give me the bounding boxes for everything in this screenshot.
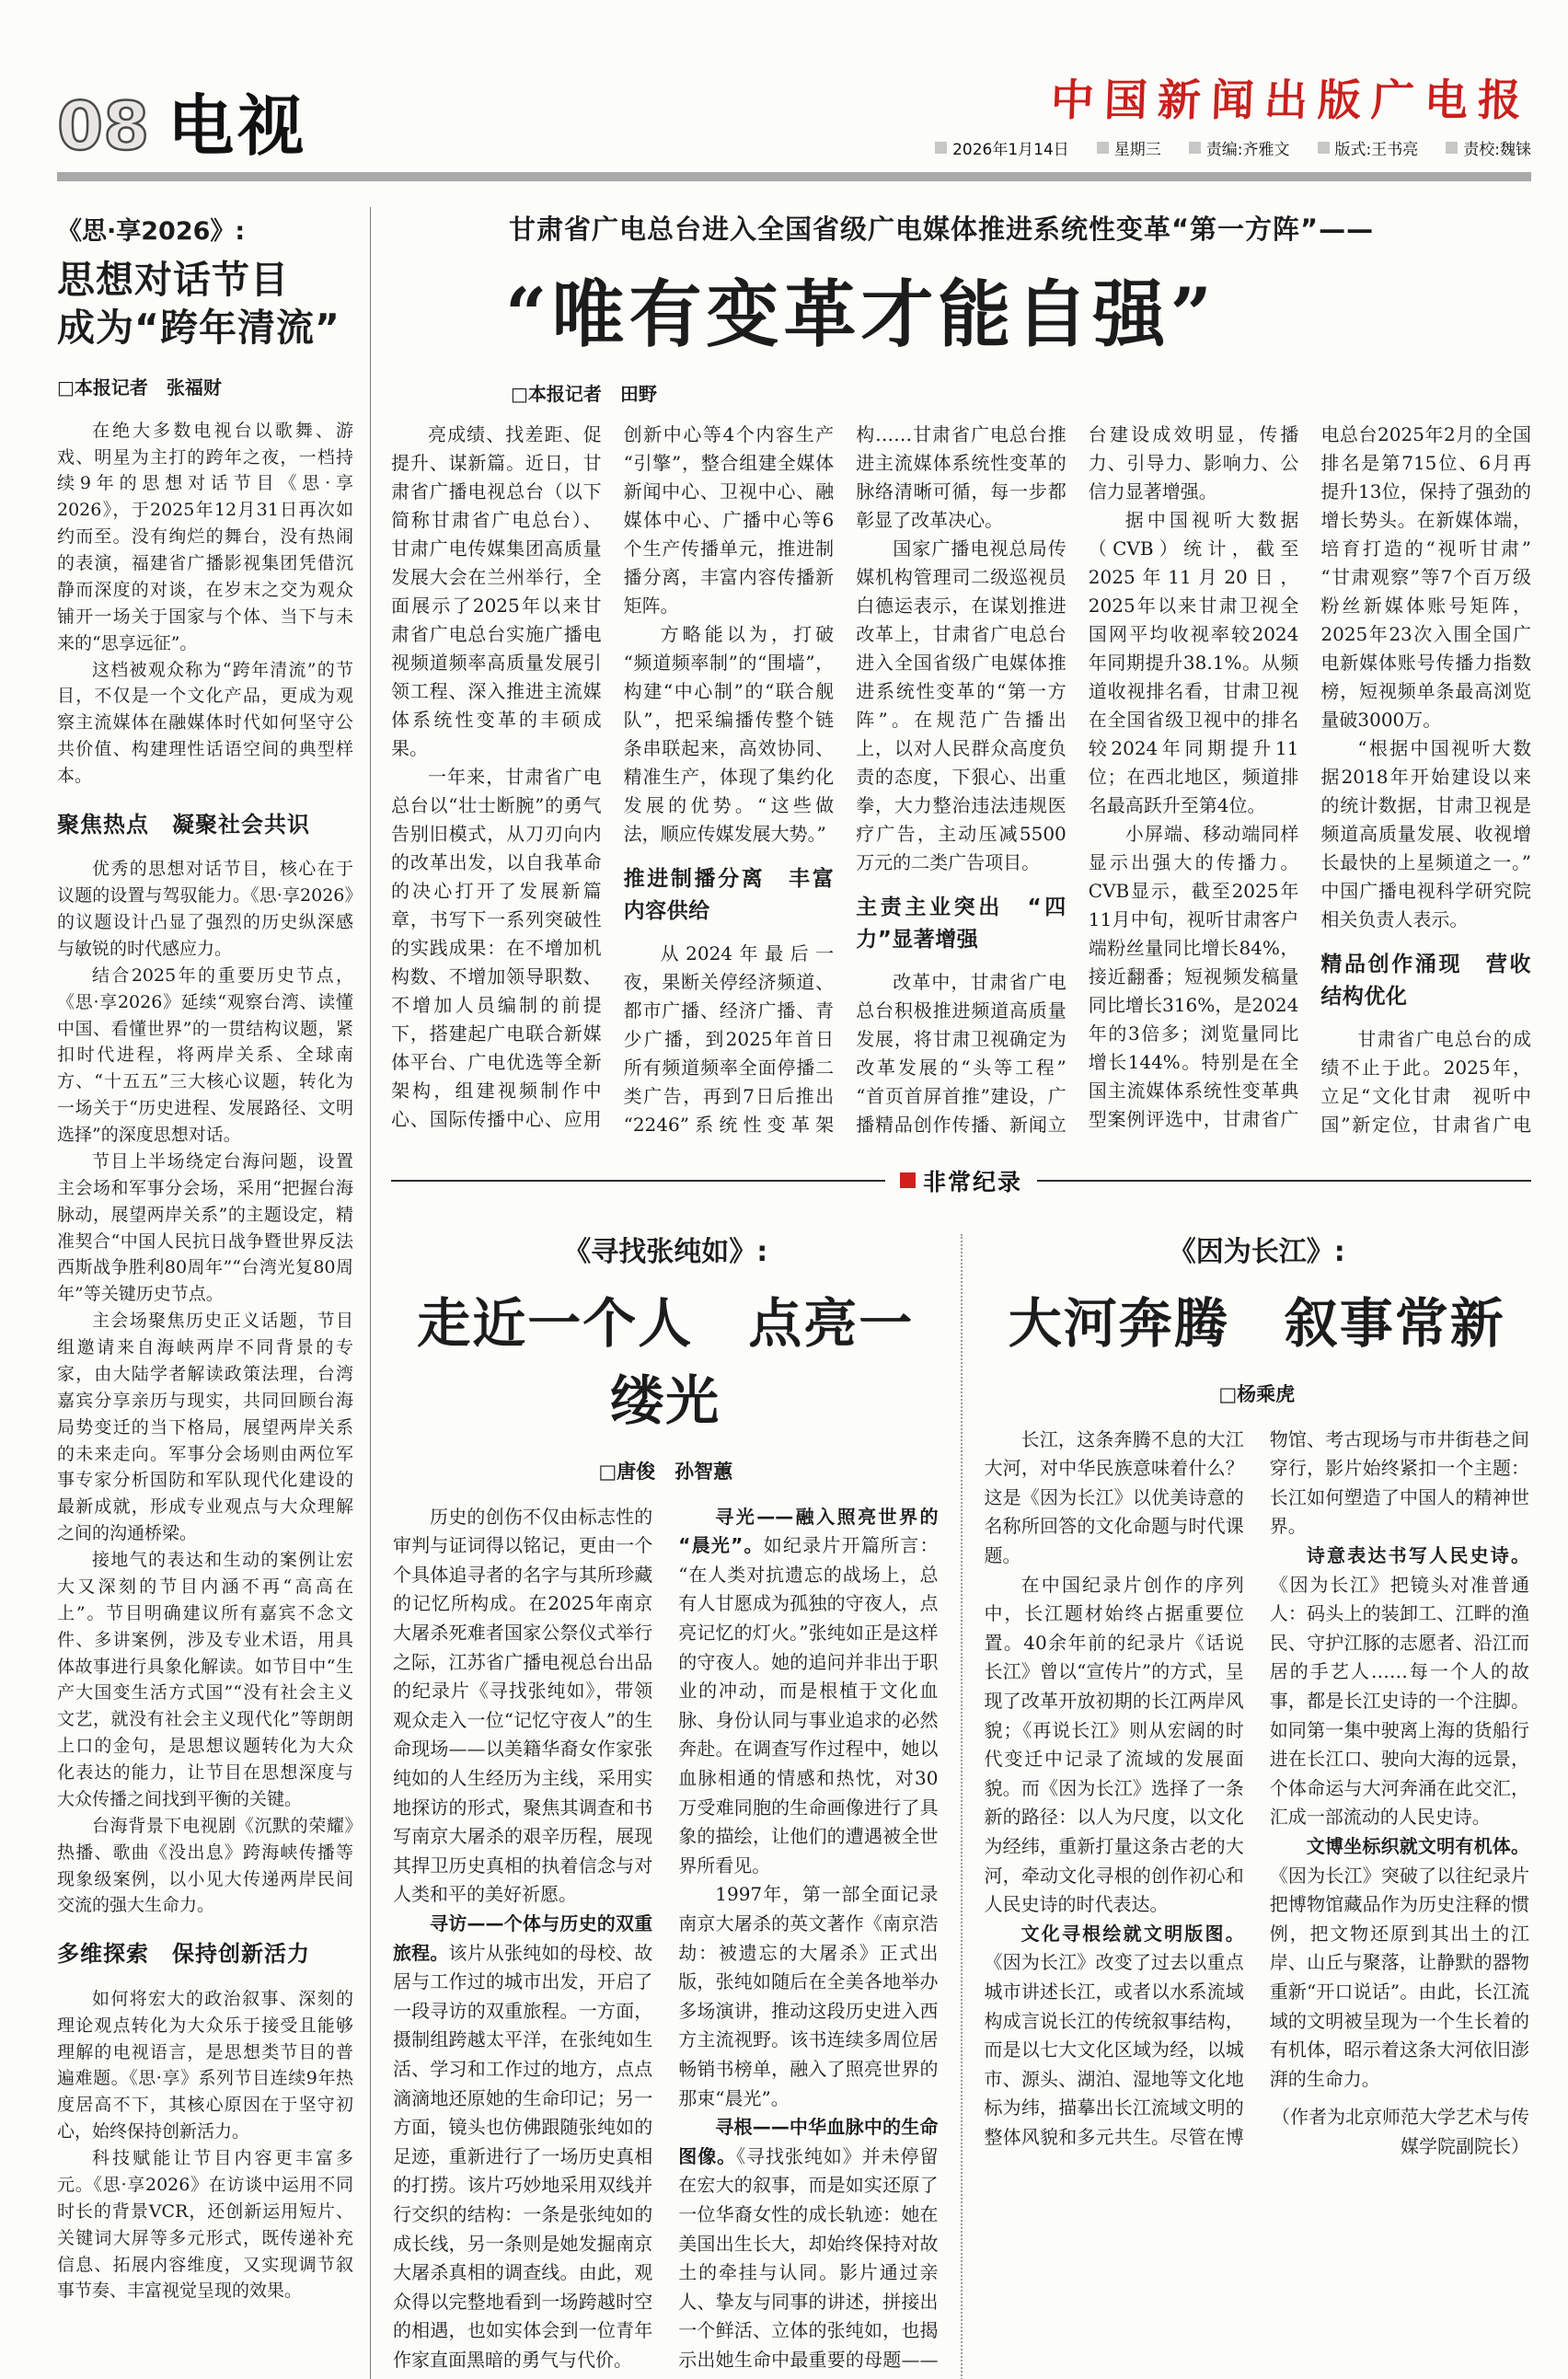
paragraph: 优秀的思想对话节目，核心在于议题的设置与驾驭能力。《思·享2026》的议题设计凸显了强烈的历史纵深感与敏锐的时代感应力。 bbox=[57, 859, 353, 959]
documentary-section-label bbox=[900, 1164, 1022, 1197]
sidebar-headline-line1: 思想对话节目 bbox=[57, 257, 289, 302]
documentary-article-zhang-chunru bbox=[391, 1201, 961, 2379]
paragraph-lead: 诗意表达书写人民史诗。 bbox=[1306, 1544, 1529, 1567]
documentary-article-yangtze bbox=[963, 1201, 1532, 2379]
paragraph: 一年来，甘肃省广电总台以“壮士断腕”的勇气告别旧模式，从刀刃向内的改革出发，以自我革命的决心打开了发展新篇章，书写下一系列突破性的实践成果：在不增加机构数、不增加领导职数、不增加人员编制的前提下，搭建起广电联合新媒体平台、广电优选等全新架构，组建视频制作中心、国际传播中心、应用创新中心等4个内容生产“引擎”，整合组建全媒体新闻中心、卫视中心、融媒体中心、广播中心等6个生产传播单元，推进制播分离，丰富内容传播新矩阵。 bbox=[391, 422, 835, 1130]
gray-square-icon bbox=[1189, 142, 1201, 154]
paragraph: 主会场聚焦历史正义话题，节目组邀请来自海峡两岸不同背景的专家，由大陆学者解读政策法理，台湾嘉宾分享亲历与现实，共同回顾台海局势变迁的当下格局，展望两岸关系的未来走向。军事分会场则由两位军事专家分析国防和军队现代化建设的最新成就，形成专业观点与大众理解之间的沟通桥梁。 bbox=[57, 1311, 353, 1544]
paragraph-lead: 文化寻根绘就文明版图。 bbox=[1020, 1922, 1244, 1945]
page-content bbox=[0, 181, 1568, 2379]
paragraph: 如何将宏大的政治叙事、深刻的理论观点转化为大众乐于接受且能够理解的电视语言，是思想类节目的普遍难题。《思·享》系列节目连续9年热度居高不下，其核心原因在于坚守初心，始终保持创新活力。 bbox=[57, 1988, 353, 2142]
dateline bbox=[935, 136, 1531, 159]
paragraph: 寻访——个体与历史的双重旅程。该片从张纯如的母校、故居与工作过的城市出发，开启了一段寻访的双重旅程。一方面，摄制组跨越太平洋，在张纯如生活、学习和工作过的地方，点点滴滴地还原她的生命印记；另一方面，镜头也仿佛跟随张纯如的足迹，重新进行了一场历史真相的打捞。该片巧妙地采用双线并行交织的结构：一条是张纯如的成长线，另一条则是她发掘南京大屠杀真相的调查线。由此，观众得以完整地看到一场跨越时空的相遇，也如实体会到一位青年作家直面黑暗的勇气与代价。 bbox=[393, 1912, 653, 2371]
paragraph: 寻光——融入照亮世界的“晨光”。如纪录片开篇所言：“在人类对抗遗忘的战场上，总有人甘愿成为孤独的守夜人，点亮记忆的灯火。”张纯如正是这样的守夜人。她的追问并非出于职业的冲动，而是根植于文化血脉、身份认同与事业追求的必然奔赴。在调查写作过程中，她以血脉相通的情感和热忱，对30万受难同胞的生命画像进行了具象的描绘，让他们的遭遇被全世界所看见。 bbox=[678, 1505, 939, 1877]
right-doc-kicker: 《因为长江》: bbox=[1168, 1235, 1345, 1268]
red-square-icon bbox=[900, 1172, 916, 1188]
paragraph: 小屏端、移动端同样显示出强大的传播力。CVB显示，截至2025年11月中旬，视听甘肃客户端粉丝量同比增长84%，接近翻番；短视频发稿量同比增长316%，是2024年的3倍多；浏览量同比增长144%。特别是在全国主流媒体系统性变革典型案例评选中，甘肃省广电总台2025年2月的全国排名是第715位、6月再提升13位，保持了强劲的增长势头。在新媒体端，培育打造的“视听甘肃”“甘肃观察”等7个百万级粉丝新媒体账号矩阵，2025年23次入围全国广电新媒体账号传播力指数榜，短视频单条最高浏览量破3000万。 bbox=[1088, 422, 1531, 1130]
header-divider-bar bbox=[57, 172, 1531, 181]
right-doc-byline: □杨乘虎 bbox=[1218, 1381, 1296, 1405]
dateline-item: 版式:王书亮 bbox=[1318, 136, 1419, 159]
paragraph: 据中国视听大数据（CVB）统计，截至2025年11月20日，2025年以来甘肃卫视全国网平均收视率较2024年同期提升38.1%。从频道收视排名看，甘肃卫视在全国省级卫视中的排名较2024年同期提升11位；在西北地区，频道排名最高跃升至第4位。 bbox=[1088, 508, 1299, 816]
sidebar-byline: □本报记者 张福财 bbox=[57, 375, 222, 398]
dateline-item: 责校:魏铼 bbox=[1446, 136, 1531, 159]
main-headline: “唯有变革才能自强” bbox=[505, 271, 1216, 357]
paragraph: “根据中国视听大数据2018年开始建设以来的统计数据，甘肃卫视是频道高质量发展、收视增长最快的上星频道之一。”中国广播电视科学研究院相关负责人表示。 bbox=[1320, 736, 1531, 930]
left-doc-kicker: 《寻找张纯如》: bbox=[563, 1235, 768, 1268]
sidebar-kicker: 《思·享2026》: bbox=[57, 216, 246, 246]
main-region bbox=[371, 207, 1531, 2379]
main-article-body bbox=[391, 421, 1531, 1149]
paragraph-lead: 寻访——个体与历史的双重旅程。 bbox=[393, 1912, 653, 1964]
main-kicker: 甘肃省广电总台进入全国省级广电媒体推进系统性变革“第一方阵”—— bbox=[509, 213, 1375, 245]
paragraph: 改革中，甘肃省广电总台积极推进频道高质量发展，将甘肃卫视确定为改革发展的“头等工程”“首页首屏首推”建设，广播精品创作传播、新闻立台建设成效明显，传播力、引导力、影响力、公信力显著增强。 bbox=[856, 422, 1299, 1136]
paragraph-lead: 文博坐标织就文明有机体。 bbox=[1306, 1835, 1529, 1857]
paragraph: 从2024年最后一夜，果断关停经济频道、都市广播、经济广播、青少广播，到2025年首日所有频道频率全面停播二类广告，再到7日后推出“2246”系统性变革架构……甘肃省广电总台推进主流媒体系统性变革的脉络清晰可循，每一步都彰显了改革决心。 bbox=[623, 422, 1066, 1136]
author-note: （作者为北京师范大学艺术与传媒学院副院长） bbox=[1272, 2106, 1529, 2157]
documentary-label-text: 非常纪录 bbox=[923, 1168, 1023, 1195]
paragraph: 接地气的表达和生动的案例让宏大又深刻的节目内涵不再“高高在上”。节目明确建议所有嘉宾不念文件、多讲案例，涉及专业术语，用具体故事进行具象化解读。如节目中“生产大国变生活方式国”“没有社会主义文艺，就没有社会主义现代化”等朗朗上口的金句，是思想议题转化为大众化表达的能力，让节目在思想深度与大众传播之间找到平衡的关键。 bbox=[57, 1550, 353, 1809]
divider-line-left bbox=[391, 1180, 885, 1182]
paragraph: 科技赋能让节目内容更丰富多元。《思·享2026》在访谈中运用不同时长的背景VCR，还创新运用短片、关键词大屏等多元形式，既传递补充信息、拓展内容维度，又实现调节叙事节奏、丰富视觉呈现的效果。 bbox=[57, 2148, 353, 2302]
sidebar-headline-line2: 成为“跨年清流” bbox=[57, 306, 340, 351]
section-title: 电视 bbox=[167, 87, 308, 165]
left-doc-byline: □唐俊 孙智蕙 bbox=[598, 1459, 733, 1483]
article-subhead: 推进制播分离 丰富内容供给 bbox=[623, 866, 835, 924]
page-number: 08 bbox=[57, 87, 150, 165]
newspaper-masthead: 中国新闻出版广电报 bbox=[1050, 75, 1532, 126]
paragraph: 寻根——中华血脉中的生命图像。《寻找张纯如》并未停留在宏大的叙事，而是如实还原了一位华裔女性的成长轨迹：她在美国出生长大，却始终保持对故土的牵挂与认同。影片通过亲人、挚友与同事的讲述，拼接出一个鲜活、立体的张纯如，也揭示出她生命中最重要的母题—— bbox=[678, 2116, 939, 2371]
paragraph: 方略能以为，打破“频道频率制”的“围墙”，构建“中心制”的“联合舰队”，把采编播传整个链条串联起来，高效协同、精准生产，体现了集约化发展的优势。“这些做法，顺应传媒发展大势。” bbox=[623, 622, 835, 845]
paragraph: 台海背景下电视剧《沉默的荣耀》热播、歌曲《没出息》跨海峡传播等现象级案例，以小见大传递两岸民间交流的强大生命力。 bbox=[57, 1815, 353, 1916]
paragraph: 结合2025年的重要历史节点，《思·享2026》延续“观察台湾、读懂中国、看懂世界”的一贯结构议题，紧扣时代进程，将两岸关系、全球南方、“十五五”三大核心议题，转化为一场关于“历史进程、发展路径、文明选择”的深度思想对话。 bbox=[57, 964, 353, 1146]
paragraph: 文博坐标织就文明有机体。《因为长江》突破了以往纪录片把博物馆藏品作为历史注释的惯例，把文物还原到其出土的江岸、山丘与聚落，让静默的器物重新“开口说话”。由此，长江流域的文明被呈现为一个生长着的有机体，昭示着这条大河依旧澎湃的生命力。 bbox=[1269, 1835, 1529, 2090]
sidebar-body bbox=[57, 418, 353, 2304]
gray-square-icon bbox=[1446, 142, 1458, 154]
paragraph: 节目上半场绕定台海问题，设置主会场和军事分会场，采用“把握台海脉动，展望两岸关系”的主题设定，精准契合“中国人民抗日战争暨世界反法西斯战争胜利80周年”“台湾光复80周年”等关键历史节点。 bbox=[57, 1150, 353, 1305]
dateline-item: 责编:齐雅文 bbox=[1189, 136, 1290, 159]
paragraph: 在中国纪录片创作的序列中，长江题材始终占据重要位置。40余年前的纪录片《话说长江》曾以“宣传片”的方式，呈现了改革开放初期的长江两岸风貌；《再说长江》则从宏阔的时代变迁中记录了流域的发展面貌。而《因为长江》选择了一条新的路径：以人为尺度，以文化为经纬，重新打量这条古老的大河，牵动文化寻根的创作初心和人民史诗的时代表达。 bbox=[984, 1573, 1244, 1916]
gray-square-icon bbox=[1318, 142, 1330, 154]
page-number-section bbox=[57, 87, 308, 165]
divider-line-right bbox=[1037, 1180, 1531, 1182]
dateline-item: 2026年1月14日 bbox=[935, 136, 1069, 159]
main-article bbox=[391, 209, 1531, 1149]
page-header bbox=[0, 0, 1568, 165]
paragraph: 诗意表达书写人民史诗。《因为长江》把镜头对准普通人：码头上的装卸工、江畔的渔民、守护江豚的志愿者、沿江而居的手艺人……每一个人的故事，都是长江史诗的一个注脚。如同第一集中驶离上海的货船行进在长江口、驶向大海的远景，个体命运与大河奔涌在此交汇，汇成一部流动的人民史诗。 bbox=[1269, 1544, 1529, 1829]
left-doc-body bbox=[393, 1503, 939, 2379]
paragraph: 甘肃省广电总台的成绩不止于此。2025年，立足“文化甘肃 视听中国”新定位，甘肃省广电 bbox=[1320, 1027, 1531, 1136]
paragraph: 历史的创伤不仅由标志性的审判与证词得以铭记，更由一个个具体追寻者的名字与其所珍藏的记忆所构成。在2025年南京大屠杀死难者国家公祭仪式举行之际，江苏省广播电视总台出品的纪录片《寻找张纯如》，带领观众走入一位“记忆守夜人”的生命现场——以美籍华裔女作家张纯如的人生经历为主线，采用实地探访的形式，聚焦其调查和书写南京大屠杀的艰辛历程，展现其捍卫历史真相的执着信念与对人类和平的美好祈愿。 bbox=[393, 1505, 653, 1906]
main-byline: □本报记者 田野 bbox=[511, 382, 657, 405]
right-doc-body bbox=[985, 1426, 1530, 2353]
paragraph: 文化寻根绘就文明版图。《因为长江》改变了过去以重点城市讲述长江，或者以水系流域构成言说长江的传统叙事结构，而是以七大文化区域为经，以城市、源头、湖泊、湿地等文化地标为纬，描摹出长江流域文明的整体风貌和多元共生。尽管在博物馆、考古现场与市井街巷之间穿行，影片始终紧扣一个主题：长江如何塑造了中国人的精神世界。 bbox=[984, 1427, 1529, 2148]
sidebar-headline bbox=[57, 256, 353, 352]
article-subhead: 主责主业突出 “四力”显著增强 bbox=[856, 895, 1066, 953]
gray-square-icon bbox=[935, 142, 947, 154]
masthead-block bbox=[935, 77, 1531, 159]
paragraph: 这档被观众称为“跨年清流”的节目，不仅是一个文化产品，更成为观察主流媒体在融媒体时代如何坚守公共价值、构建理性话语空间的典型样本。 bbox=[57, 659, 353, 786]
sidebar-article bbox=[57, 207, 370, 2379]
section-divider bbox=[391, 1164, 1531, 1197]
paragraph: 在绝大多数电视台以歌舞、游戏、明星为主打的跨年之夜，一档持续9年的思想对话节目《思·享2026》，于2025年12月31日再次如约而至。没有绚烂的舞台，没有热闹的表演，福建省广播影视集团凭借沉静而深度的对谈，在岁末之交为观众铺开一场关于国家与个体、当下与未来的“思享远征”。 bbox=[57, 420, 353, 653]
dateline-item: 星期三 bbox=[1097, 136, 1161, 159]
paragraph: 亮成绩、找差距、促提升、谋新篇。近日，甘肃省广播电视总台（以下简称甘肃省广电总台）、甘肃广电传媒集团高质量发展大会在兰州举行，全面展示了2025年以来甘肃省广电总台实施广播电视频道频率高质量发展引领工程、深入推进主流媒体系统性变革的丰硕成果。 bbox=[391, 422, 602, 759]
paragraph-lead: 寻根——中华血脉中的生命图像。 bbox=[678, 2116, 939, 2167]
article-subhead: 精品创作涌现 营收结构优化 bbox=[1320, 952, 1531, 1010]
gray-square-icon bbox=[1097, 142, 1109, 154]
article-subhead: 多维探索 保持创新活力 bbox=[57, 1941, 310, 1968]
article-subhead: 聚焦热点 凝聚社会共识 bbox=[57, 811, 310, 837]
left-doc-headline: 走近一个人 点亮一缕光 bbox=[417, 1291, 915, 1432]
right-doc-headline: 大河奔腾 叙事常新 bbox=[1008, 1291, 1505, 1355]
bottom-articles bbox=[391, 1201, 1531, 2379]
paragraph: 长江，这条奔腾不息的大江大河，对中华民族意味着什么？这是《因为长江》以优美诗意的名称所回答的文化命题与时代课题。 bbox=[984, 1427, 1244, 1567]
paragraph-lead: 寻光——融入照亮世界的“晨光”。 bbox=[678, 1505, 939, 1557]
paragraph: 1997年，第一部全面记录南京大屠杀的英文著作《南京浩劫：被遗忘的大屠杀》正式出版，张纯如随后在全美各地举办多场演讲，推动这段历史进入西方主流视野。该书连续多周位居畅销书榜单，融入了照亮世界的那束“晨光”。 bbox=[678, 1883, 939, 2109]
paragraph: 国家广播电视总局传媒机构管理司二级巡视员白德运表示，在谋划推进改革上，甘肃省广电总台进入全国省级广电媒体推进系统性变革的“第一方阵”。在规范广告播出上，以对人民群众高度负责的态度，下狠心、出重拳，大力整治违法违规医疗广告，主动压减5500万元的二类广告项目。 bbox=[856, 537, 1066, 873]
